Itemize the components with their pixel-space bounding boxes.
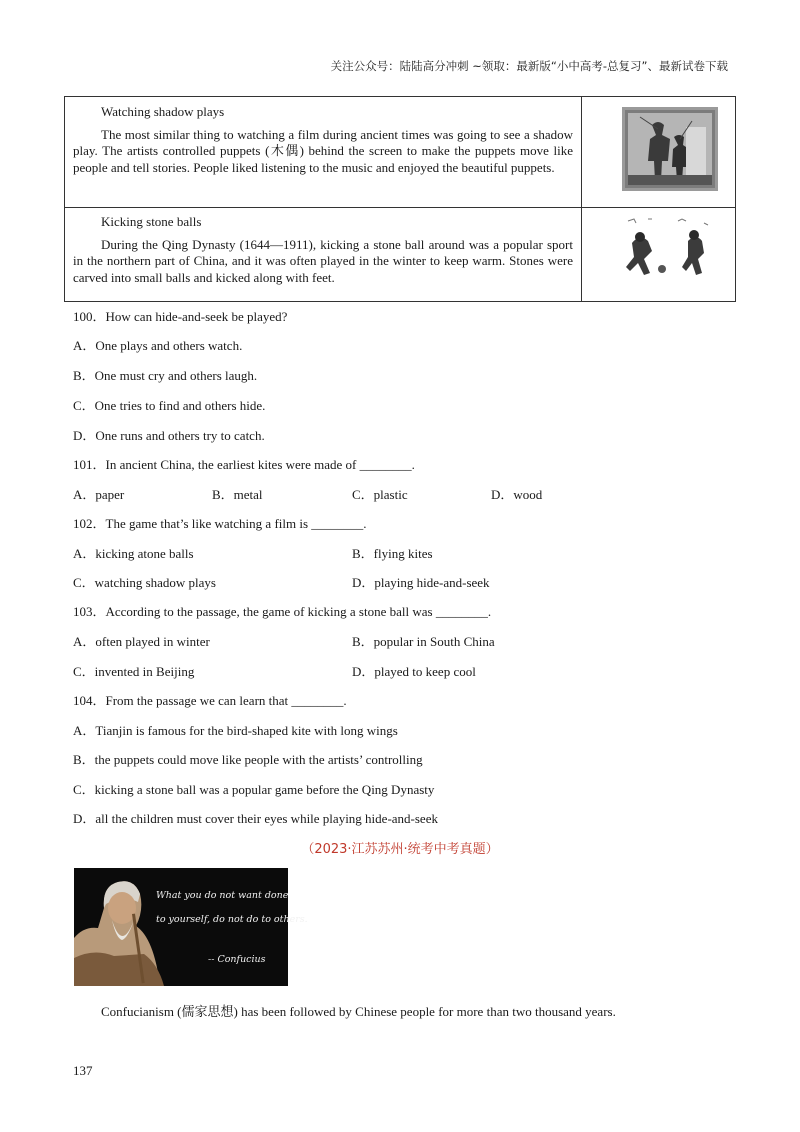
stone-ball-image — [582, 207, 735, 301]
option-100-d[interactable]: D．One runs and others try to catch. — [73, 428, 265, 443]
exam-source: （2023·江苏苏州·统考中考真题） — [301, 842, 499, 857]
table-cell-text — [65, 207, 582, 301]
option-102-a[interactable]: A．kicking atone balls — [73, 546, 194, 561]
page-number: 137 — [73, 1063, 93, 1078]
option-100-a[interactable]: A．One plays and others watch. — [73, 338, 243, 353]
option-101-a[interactable]: A．paper — [73, 487, 125, 502]
option-103-a[interactable]: A．often played in winter — [73, 634, 210, 649]
paragraph-text: Confucianism (儒家思想) has been followed by Chinese people for more than two thousand years. — [101, 1004, 616, 1019]
option-102-b[interactable]: B．flying kites — [352, 546, 433, 561]
option-102-d[interactable]: D．playing hide-and-seek — [352, 575, 490, 590]
page-header: 关注公众号：陆陆高分冲刺 ~领取：最新版“小中高考-总复习”、最新试卷下载 — [330, 59, 728, 73]
table-row-shadow-plays — [65, 97, 735, 208]
question-101: 101．In ancient China, the earliest kites were made of ________. — [73, 457, 415, 472]
option-103-b[interactable]: B．popular in South China — [352, 634, 495, 649]
confucius-quote-image — [74, 868, 308, 986]
row-title: Watching shadow plays — [101, 104, 225, 119]
option-100-b[interactable]: B．One must cry and others laugh. — [73, 368, 258, 383]
row-body: During the Qing Dynasty (1644—1911), kicking a stone ball around was a popular sport in the northern part of China, and it was often played in the winter to keep warm. Stones were carved into small balls and kicked along with feet. — [73, 236, 573, 285]
option-103-c[interactable]: C．invented in Beijing — [73, 664, 195, 679]
option-104-b[interactable]: B．the puppets could move like people with the artists’ controlling — [73, 752, 423, 767]
row-body: The most similar thing to watching a film during ancient times was going to see a shadow play. The artists controlled puppets (木偶) behind the screen to make the puppets move like people and tell stories. People liked listening to the music and enjoyed the beautiful puppets. — [73, 126, 573, 175]
shadow-play-image — [582, 97, 735, 207]
passage-table — [64, 96, 736, 302]
option-101-b[interactable]: B．metal — [212, 487, 263, 502]
option-104-a[interactable]: A．Tianjin is famous for the bird-shaped kite with long wings — [73, 723, 398, 738]
option-104-c[interactable]: C．kicking a stone ball was a popular game before the Qing Dynasty — [73, 782, 435, 797]
option-102-c[interactable]: C．watching shadow plays — [73, 575, 216, 590]
option-103-d[interactable]: D．played to keep cool — [352, 664, 476, 679]
question-104: 104．From the passage we can learn that ________. — [73, 693, 347, 708]
option-101-d[interactable]: D．wood — [491, 487, 543, 502]
option-101-c[interactable]: C．plastic — [352, 487, 408, 502]
quote-line-2: to yourself, do not do to others. — [156, 914, 308, 925]
quote-author: -- Confucius — [208, 954, 266, 965]
question-100: 100．How can hide-and-seek be played? — [73, 309, 288, 324]
option-100-c[interactable]: C．One tries to find and others hide. — [73, 398, 266, 413]
question-103: 103．According to the passage, the game of kicking a stone ball was ________. — [73, 604, 492, 619]
table-cell-text — [65, 97, 582, 207]
quote-line-1: What you do not want done — [156, 890, 289, 901]
row-title: Kicking stone balls — [101, 214, 202, 229]
table-row-stone-balls — [65, 207, 735, 301]
option-104-d[interactable]: D．all the children must cover their eyes while playing hide-and-seek — [73, 811, 438, 826]
question-102: 102．The game that’s like watching a film is ________. — [73, 516, 367, 531]
